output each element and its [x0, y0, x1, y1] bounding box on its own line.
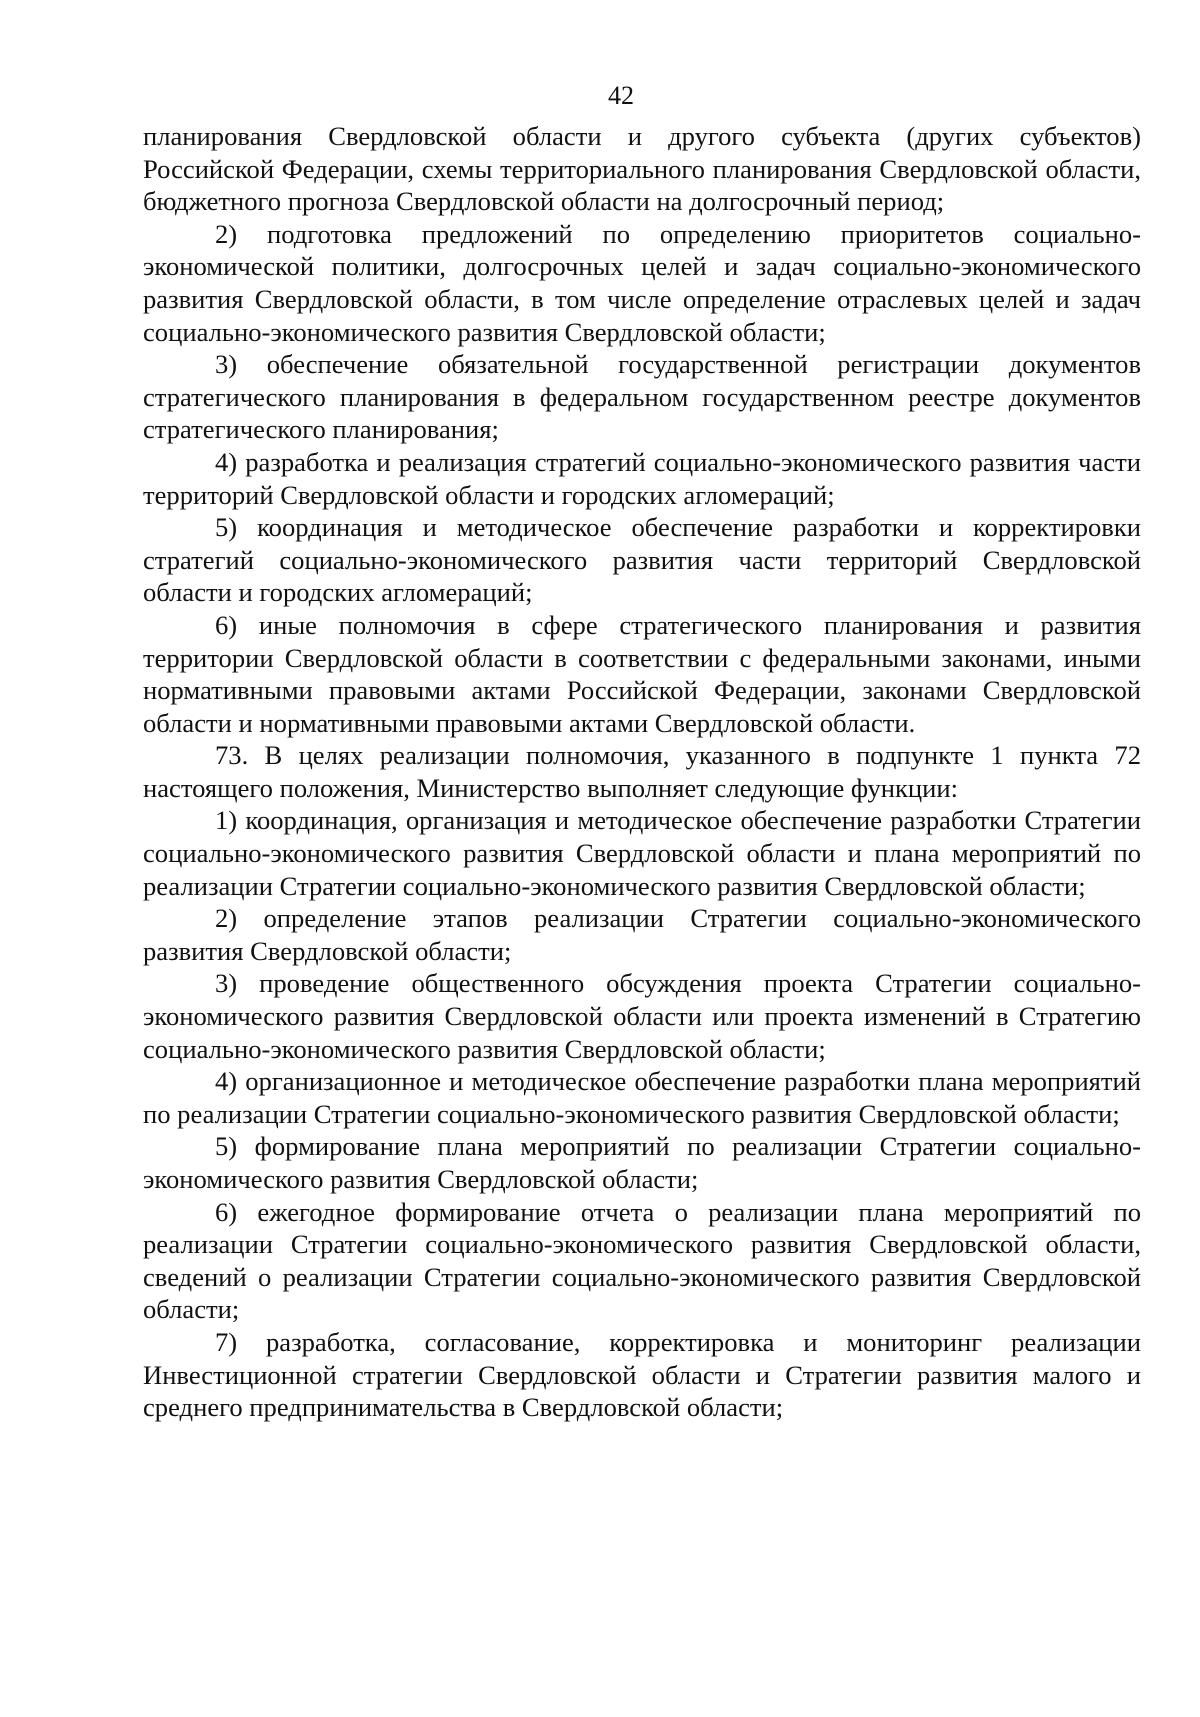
paragraph: 73. В целях реализации полномочия, указанного в подпункте 1 пункта 72 настоящего положения, Министерство выполняет следующие функции: [143, 740, 1141, 803]
paragraph: 6) ежегодное формирование отчета о реализации плана мероприятий по реализации Стратегии социально-экономического развития Свердловской области, сведений о реализации Стратегии социально-экономического развития Свердловской области; [143, 1196, 1141, 1325]
paragraph: 4) разработка и реализация стратегий социально-экономического развития части территорий Свердловской области и городских агломераций; [143, 446, 1141, 510]
paragraph: 6) иные полномочия в сфере стратегического планирования и развития территории Свердловской области в соответствии с федеральными законами, иными нормативными правовыми актами Российской Федерации, законами Свердловской области и нормативными правовыми актами Свердловской области. [143, 609, 1141, 738]
paragraph: 3) проведение общественного обсуждения проекта Стратегии социально-экономического развития Свердловской области или проекта изменений в Стратегию социально-экономического развития Свердловской области; [143, 968, 1141, 1064]
paragraph: 1) координация, организация и методическое обеспечение разработки Стратегии социально-экономического развития Свердловской области и плана мероприятий по реализации Стратегии социально-экономического развития Свердловской области; [143, 805, 1141, 901]
paragraph: 5) координация и методическое обеспечение разработки и корректировки стратегий социально-экономического развития части территорий Свердловской области и городских агломераций; [143, 512, 1141, 608]
paragraph: 3) обеспечение обязательной государственной регистрации документов стратегического планирования в федеральном государственном реестре документов стратегического планирования; [143, 349, 1141, 445]
paragraph: 2) определение этапов реализации Стратегии социально-экономического развития Свердловской области; [143, 903, 1141, 966]
paragraph: 5) формирование плана мероприятий по реализации Стратегии социально-экономического развития Свердловской области; [143, 1131, 1141, 1194]
paragraph: 4) организационное и методическое обеспечение разработки плана мероприятий по реализации Стратегии социально-экономического развития Свердловской области; [143, 1066, 1141, 1129]
paragraph: планирования Свердловской области и другого субъекта (других субъектов) Российской Федерации, схемы территориального планирования Свердловской области, бюджетного прогноза Свердловской области на долгосрочный период; [143, 121, 1141, 217]
paragraph: 7) разработка, согласование, корректировка и мониторинг реализации Инвестиционной стратегии Свердловской области и Стратегии развития малого и среднего предпринимательства в Свердловской области; [143, 1326, 1141, 1423]
paragraph: 2) подготовка предложений по определению приоритетов социально-экономической политики, долгосрочных целей и задач социально-экономического развития Свердловской области, в том числе определение отраслевых целей и задач социально-экономического развития Свердловской области; [143, 218, 1141, 347]
document-body [143, 120, 1141, 1424]
page-number: 42 [608, 81, 634, 110]
